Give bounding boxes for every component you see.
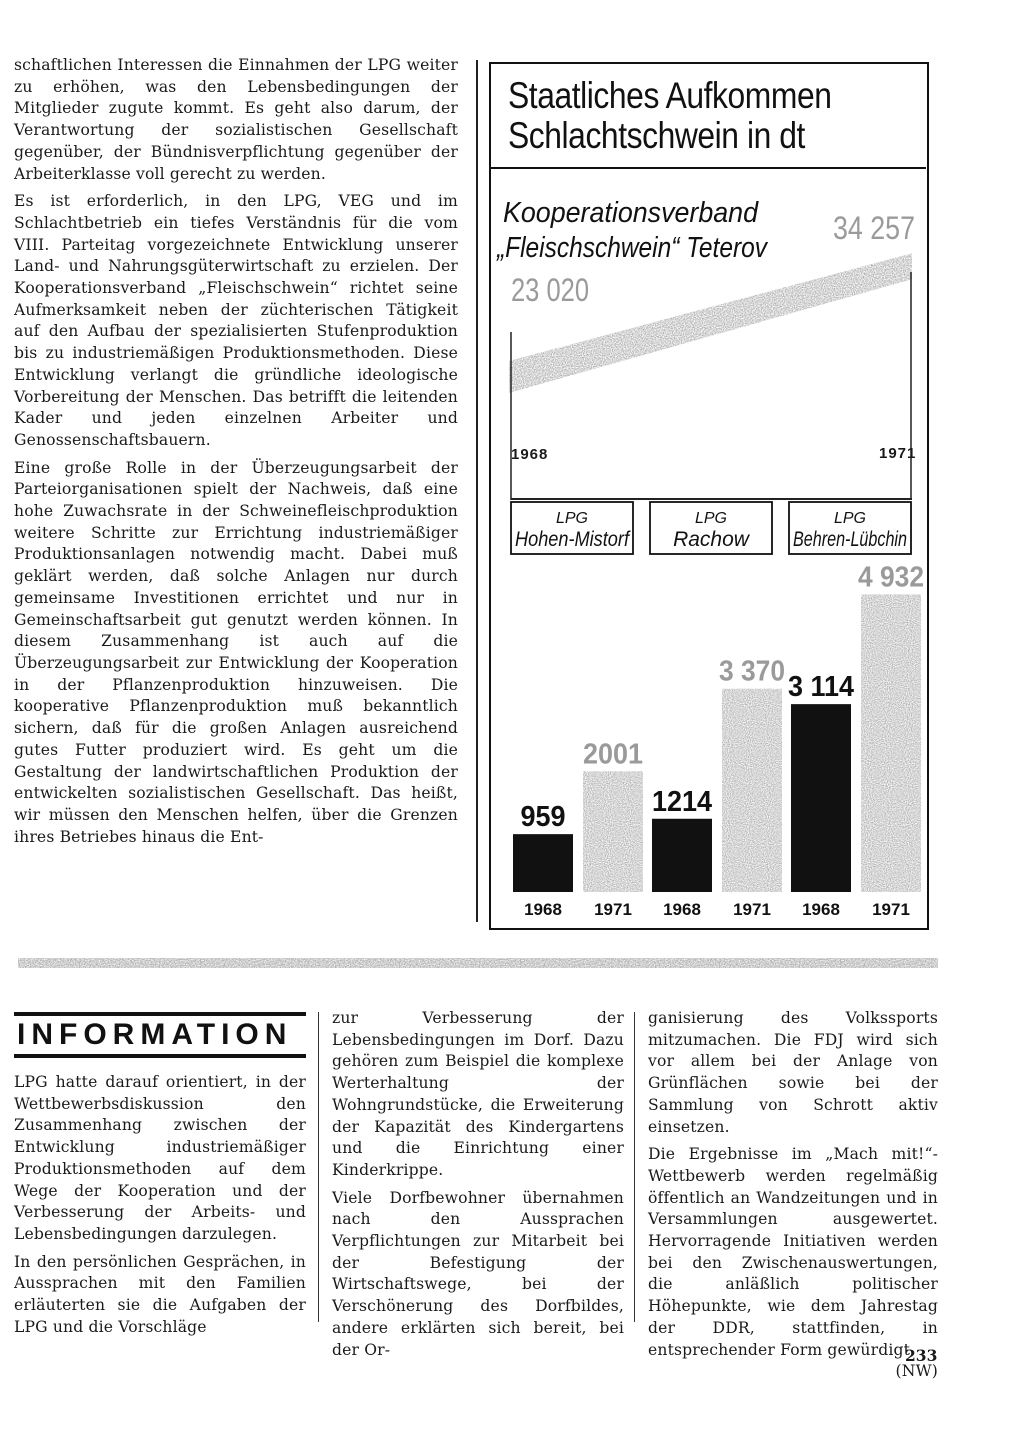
bar-1971 (861, 594, 921, 892)
information-col3-paragraph-1: ganisierung des Volkssports mitzumachen. Die FDJ wird sich vor allem bei der Anlage von Grünflächen sowie bei der Sammlung von Schrott aktiv einsetzen. (648, 1009, 938, 1136)
infographic-title-line1: Staatliches Aufkommen (508, 75, 832, 116)
main-paragraph-2: Es ist erforderlich, in den LPG, VEG und im Schlachtbetrieb ein tiefes Verständnis für die vom VIII. Parteitag vorgezeichnete Entwicklung unserer Land- und Nahrungsgüterwirtschaft zu erzielen. Der Kooperationsverband „Fleischschwein“ richtet seine Aufmerksamkeit neben der züchterischen Tätigkeit auf den Aufbau der spezialisierten Stufenproduktion bis zu industriemäßigen Produktionsmethoden. Diese Entwicklung verlangt die gründliche ideologische Vorbereitung der Menschen. Das betrifft die leitenden Kader und jeden einzelnen Arbeiter und Genossenschaftsbauern. (14, 192, 458, 449)
page-number: 233 (905, 1346, 938, 1365)
section-divider (18, 958, 938, 968)
bar-year-label: 1971 (594, 900, 632, 919)
lpg-label-name: Rachow (673, 528, 749, 551)
bar-1971 (583, 771, 643, 892)
information-column-2 (332, 1008, 624, 1367)
lpg-label-line1: LPG (694, 510, 728, 527)
lpg-label-line1: LPG (833, 510, 867, 527)
main-paragraph-3: Eine große Rolle in der Überzeugungsarbeit der Parteiorganisationen spielt der Nachweis, daß eine hohe Zuwachsrate in der Schweinefleischproduktion weitere Schritte zur Errichtung industriemäßiger Produktionsanlagen notwendig macht. Dabei muß geklärt werden, daß solche Anlagen nur durch gemeinsame Investitionen errichtet und nur in Gemeinschaftsarbeit gut genutzt werden können. In diesem Zusammenhang ist auch auf die Überzeugungsarbeit zur Entwicklung der Kooperation in der Pflanzenproduktion hinzuweisen. Die kooperative Pflanzenproduktion muß bekanntlich sichern, daß für die großen Anlagen ausreichend gutes Futter produziert wird. Es geht um die Gestaltung der landwirtschaftlichen Produktion der entwickelten sozialistischen Gesellschaft. Das heißt, wir müssen den Menschen helfen, über die Grenzen ihres Betriebes hinaus die Ent- (14, 458, 458, 846)
information-col3-paragraph-2 (648, 1144, 938, 1381)
information-col1-paragraph-1: LPG hatte darauf orientiert, in der Wettbewerbsdiskussion den Zusammenhang zwischen der Entwicklung industriemäßiger Produktionsmethoden auf dem Wege der Kooperation und der Verbesserung der Arbeits- und Lebensbedingungen darzulegen. (14, 1073, 306, 1243)
column-divider (634, 1012, 635, 1322)
bar-year-label: 1968 (524, 900, 562, 919)
area-value-label-1971: 34 257 (833, 210, 915, 246)
bar-chart (499, 494, 924, 924)
lpg-label-name: Hohen-Mistorf (515, 528, 631, 551)
bar-1968 (791, 704, 851, 892)
bar-1968 (513, 834, 573, 892)
information-col3-paragraph-2-text: Die Ergebnisse im „Mach mit!“-Wettbewerb werden regelmäßig öffentlich an Wandzeitungen und in Versammlungen ausgewertet. Hervorragende Initiativen werden bei den Zwischenauswertungen, die anläßlich politischer Höhepunkte, wie dem Jahrestag der DDR, stattfinden, in entsprechender Form gewürdigt. (648, 1145, 938, 1359)
main-paragraph-1: schaftlichen Interessen die Einnahmen der LPG weiter zu erhöhen, was den Lebensbedingungen der Mitglieder zugute kommt. Es geht also darum, der Verantwortung der sozialistischen Gesellschaft gegenüber, der Bündnisverpflichtung gegenüber der Arbeiterklasse voll gerecht zu werden. (14, 56, 458, 183)
area-x-label-1968: 1968 (511, 446, 549, 463)
bar-value-label: 4 932 (858, 561, 924, 594)
information-heading: INFORMATION (14, 1012, 306, 1058)
infographic-title-line2: Schlachtschwein in dt (508, 115, 805, 156)
information-col1-paragraph-2: In den persönlichen Gesprächen, in Aussprachen mit den Familien erläuterten sie die Aufgaben der LPG und die Vorschläge (14, 1252, 306, 1336)
information-col2-paragraph-1: zur Verbesserung der Lebensbedingungen im Dorf. Dazu gehören zum Beispiel die komplexe Werterhaltung der Wohngrundstücke, die Erweiterung der Kapazität des Kindergartens und die Einrichtung einer Kinderkrippe. (332, 1009, 624, 1179)
area-chart-title-line1: Kooperationsverband (503, 197, 759, 229)
main-text-column (14, 55, 458, 854)
bar-value-label: 1214 (652, 785, 712, 818)
information-column-3 (648, 1008, 938, 1383)
author-signature: (NW) (895, 1362, 938, 1381)
column-divider (318, 1012, 319, 1322)
infographic-box (489, 62, 929, 930)
bar-value-label: 959 (520, 801, 566, 834)
bar-value-label: 3 370 (719, 655, 785, 688)
bar-value-label: 2001 (583, 738, 643, 771)
column-divider (476, 60, 478, 922)
information-column-1 (14, 1072, 306, 1344)
area-x-label-1971: 1971 (879, 445, 917, 462)
bar-year-label: 1968 (663, 900, 701, 919)
area-value-label-1968: 23 020 (511, 272, 589, 308)
bar-year-label: 1971 (872, 900, 910, 919)
area-chart-title-line2: „Fleischschwein“ Teterov (496, 232, 769, 264)
bar-year-label: 1968 (802, 900, 840, 919)
information-col2-paragraph-2: Viele Dorfbewohner übernahmen nach den Aussprachen Verpflichtungen zur Mitarbeit bei der Befestigung der Wirtschaftswege, bei der Verschönerung des Dorfbildes, andere erklärten sich bereit, bei der Or- (332, 1188, 624, 1359)
area-chart (496, 182, 919, 482)
bar-1971 (722, 689, 782, 892)
bar-1968 (652, 819, 712, 892)
lpg-label-line1: LPG (555, 510, 589, 527)
bar-year-label: 1971 (733, 900, 771, 919)
bar-value-label: 3 114 (788, 671, 854, 704)
lpg-label-name: Behren-Lübchin (793, 528, 907, 551)
infographic-title-box (491, 64, 926, 169)
